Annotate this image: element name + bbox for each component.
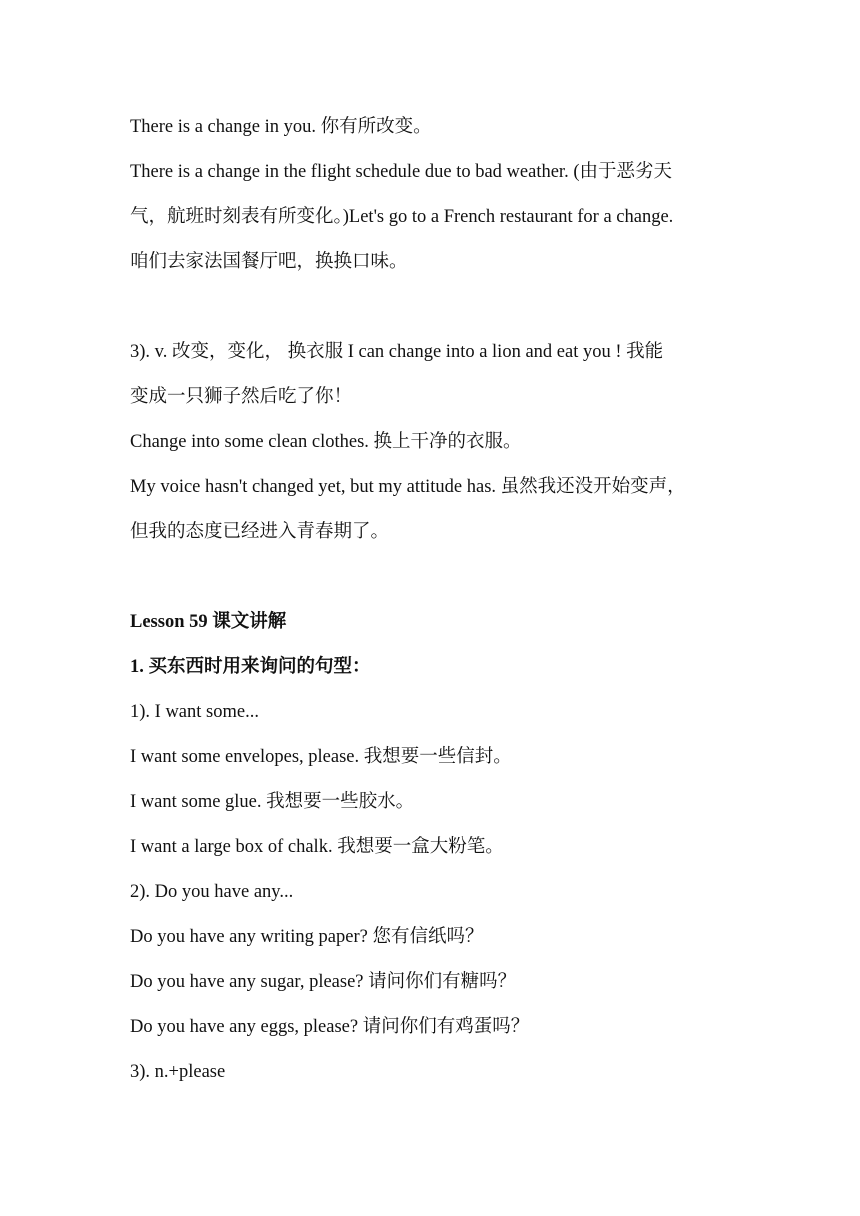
text-line: 但我的态度已经进入青春期了。 bbox=[130, 522, 390, 542]
lesson-heading: Lesson 59 课文讲解 bbox=[130, 612, 287, 632]
text-line: I want some envelopes, please. 我想要一些信封。 bbox=[130, 747, 512, 767]
section-heading: 1. 买东西时用来询问的句型： bbox=[130, 657, 371, 677]
text-line: There is a change in the flight schedule due to bad weather. (由于恶劣天 bbox=[130, 162, 672, 182]
text-line: There is a change in you. 你有所改变。 bbox=[130, 117, 432, 137]
text-line: My voice hasn't changed yet, but my attitude has. 虽然我还没开始变声， bbox=[130, 477, 686, 497]
text-line: 咱们去家法国餐厅吧，换换口味。 bbox=[130, 252, 408, 272]
text-line: I want some glue. 我想要一些胶水。 bbox=[130, 792, 415, 812]
text-line: 3). v. 改变，变化， 换衣服 I can change into a lion and eat you ! 我能 bbox=[130, 342, 664, 362]
text-line: 1). I want some... bbox=[130, 702, 259, 722]
text-line: Change into some clean clothes. 换上干净的衣服。 bbox=[130, 432, 522, 452]
text-line: Do you have any writing paper? 您有信纸吗？ bbox=[130, 927, 484, 947]
text-line: 变成一只狮子然后吃了你！ bbox=[130, 387, 353, 407]
text-line: 3). n.+please bbox=[130, 1062, 226, 1082]
text-line: Do you have any eggs, please? 请问你们有鸡蛋吗？ bbox=[130, 1017, 530, 1037]
text-line: 2). Do you have any... bbox=[130, 882, 294, 902]
text-line: Do you have any sugar, please? 请问你们有糖吗？ bbox=[130, 972, 517, 992]
text-line: I want a large box of chalk. 我想要一盒大粉笔。 bbox=[130, 837, 504, 857]
text-line: 气，航班时刻表有所变化。)Let's go to a French restaurant for a change. bbox=[130, 207, 674, 227]
